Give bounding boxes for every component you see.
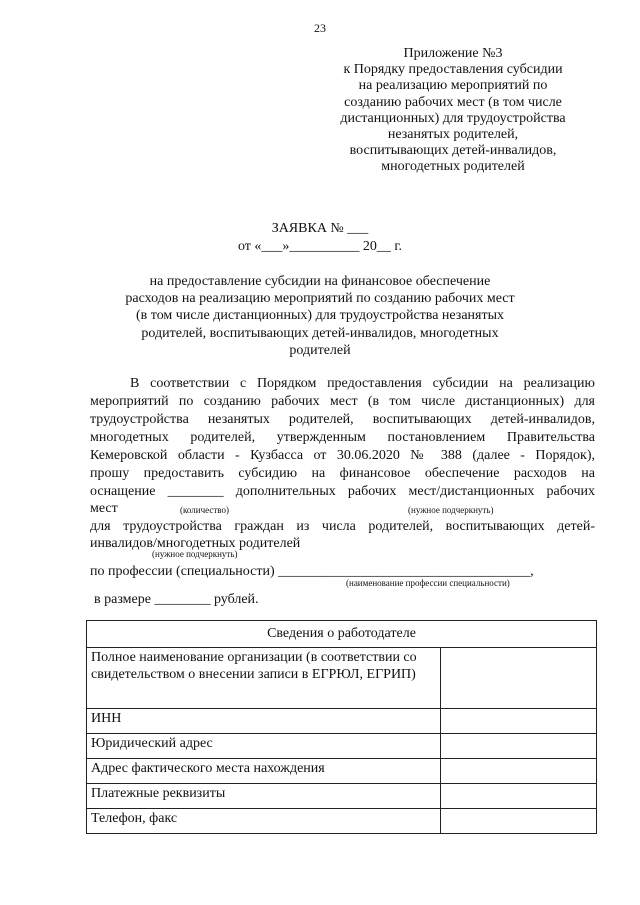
employer-info-table (86, 620, 597, 834)
application-title: ЗАЯВКА № ___ (271, 221, 369, 236)
hint-underline: (нужное подчеркнуть) (152, 549, 238, 559)
appendix-line: многодетных родителей (381, 159, 525, 175)
table-row (87, 734, 597, 759)
purpose-line: расходов на реализацию мероприятий по созданию рабочих мест (125, 291, 515, 307)
appendix-line: дистанционных) для трудоустройства (340, 110, 566, 126)
row-value-phone-fax (441, 809, 597, 834)
page-number: 23 (314, 21, 326, 35)
body-line: мест (90, 501, 118, 516)
appendix-line: Приложение №3 (403, 46, 503, 61)
application-date-line: от «___»__________ 20__ г. (237, 239, 403, 254)
row-label-full-name: Полное наименование организации (в соответствии со свидетельством о внесении записи в ЕГРЮЛ, ЕГРИП) (87, 648, 441, 709)
body-line: В соответствии с Порядком предоставления субсидии на реализацию (130, 376, 595, 391)
hint-quantity: (количество) (180, 505, 229, 515)
row-label-legal-address: Юридический адрес (87, 734, 441, 759)
body-line: многодетных родителей, утвержденным постановлением Правительства (90, 430, 595, 445)
hint-underline: (нужное подчеркнуть) (408, 505, 494, 515)
appendix-header (312, 46, 594, 176)
body-line: мероприятий по созданию рабочих мест (в том числе дистанционных) для (90, 394, 595, 409)
amount-line: в размере ________ рублей. (94, 592, 259, 607)
body-line: Кемеровской области - Кузбасса от 30.06.2020 № 388 (далее - Порядок), (90, 448, 595, 463)
row-value-inn (441, 709, 597, 734)
appendix-line: незанятых родителей, (387, 127, 519, 143)
row-label-phone-fax: Телефон, факс (87, 809, 441, 834)
row-value-legal-address (441, 734, 597, 759)
row-label-inn: ИНН (87, 709, 441, 734)
table-row (87, 648, 597, 709)
row-value-full-name (441, 648, 597, 709)
application-purpose (120, 273, 520, 359)
appendix-line: на реализацию мероприятий по (358, 78, 548, 94)
employer-table-header: Сведения о работодателе (87, 621, 597, 648)
hint-profession: (наименование профессии специальности) (346, 578, 510, 588)
table-row (87, 809, 597, 834)
row-label-payment-details: Платежные реквизиты (87, 784, 441, 809)
appendix-line: воспитывающих детей-инвалидов, (349, 143, 557, 159)
purpose-line: (в том числе дистанционных) для трудоустройства незанятых (135, 308, 504, 324)
profession-line: по профессии (специальности) ____________________________________, (90, 564, 534, 579)
purpose-line: на предоставление субсидии на финансовое обеспечение (149, 274, 491, 289)
row-value-payment-details (441, 784, 597, 809)
table-row (87, 709, 597, 734)
appendix-line: к Порядку предоставления субсидии (343, 62, 563, 78)
row-label-actual-address: Адрес фактического места нахождения (87, 759, 441, 784)
body-line: для трудоустройства граждан из числа родителей, воспитывающих детей- (90, 519, 595, 534)
body-line: инвалидов/многодетных родителей (90, 536, 301, 551)
row-value-actual-address (441, 759, 597, 784)
body-line: оснащение ________ дополнительных рабочих мест/дистанционных рабочих (90, 484, 595, 499)
table-row (87, 759, 597, 784)
application-title-block (170, 220, 470, 256)
body-line: прошу предоставить субсидию на финансовое обеспечение расходов на (90, 466, 595, 481)
body-line: трудоустройства незанятых родителей, воспитывающих детей-инвалидов, (90, 412, 595, 427)
purpose-line: родителей (289, 342, 351, 358)
purpose-line: родителей, воспитывающих детей-инвалидов, многодетных (141, 325, 499, 341)
table-row (87, 784, 597, 809)
appendix-line: созданию рабочих мест (в том числе (344, 94, 562, 110)
